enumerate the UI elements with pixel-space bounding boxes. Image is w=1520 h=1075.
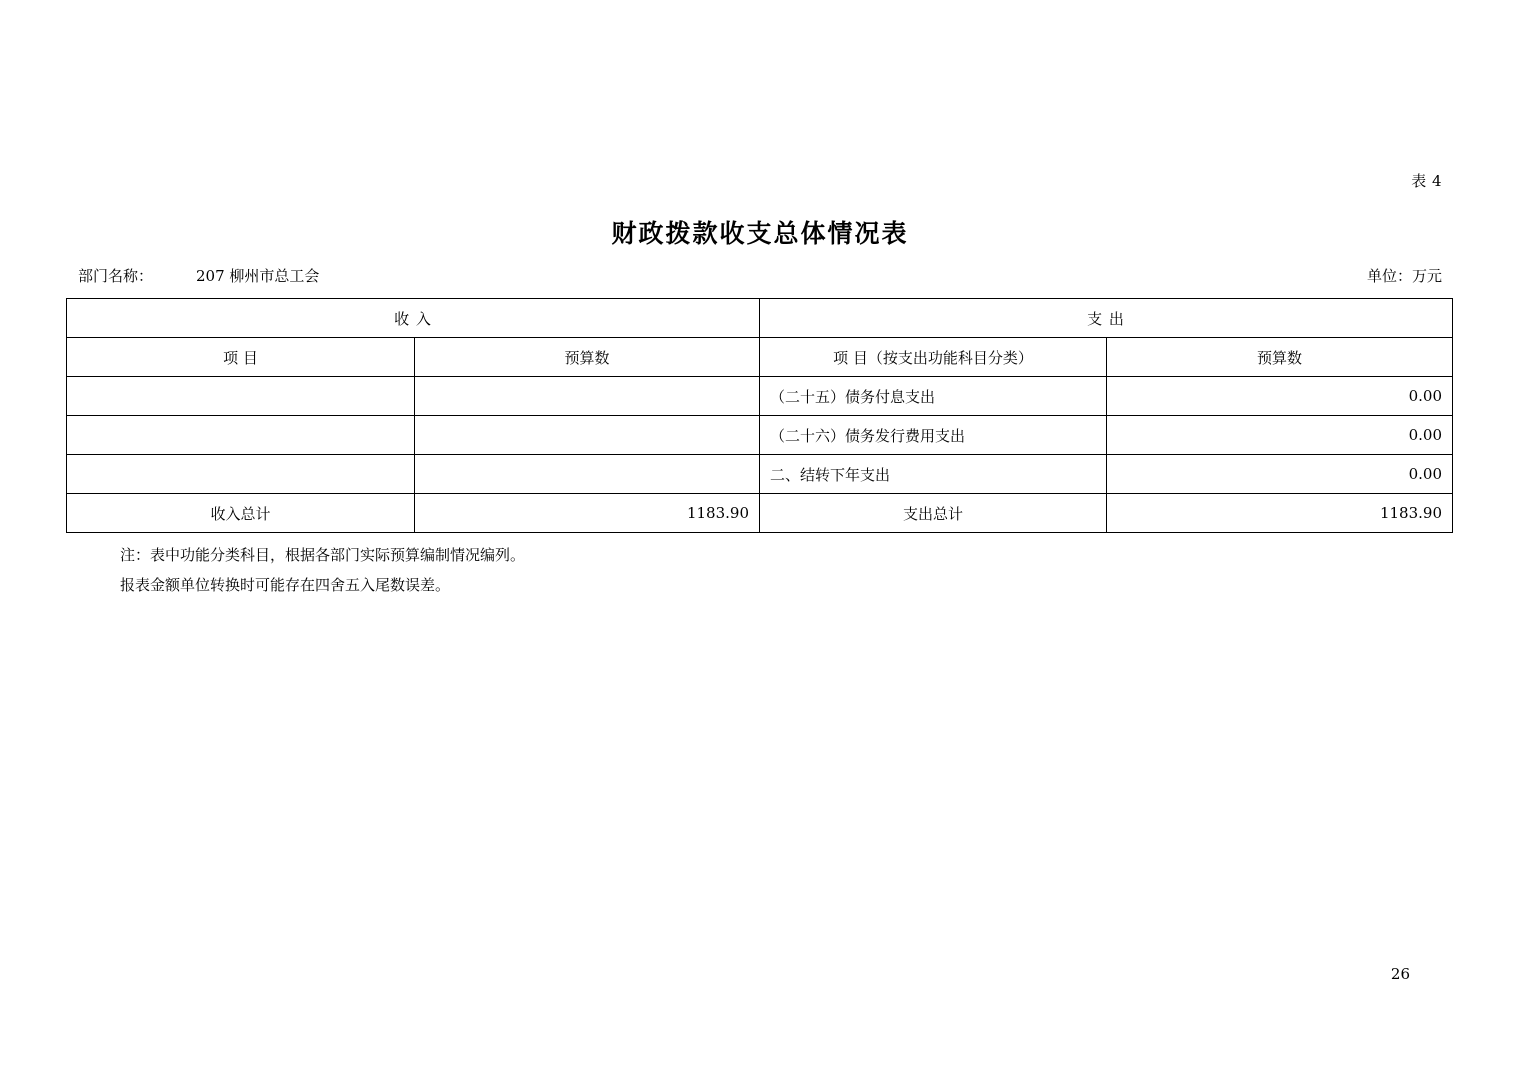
cell-expense-budget: 0.00 <box>1107 455 1453 494</box>
column-header-income-budget: 预算数 <box>415 338 760 377</box>
department-name: 207 柳州市总工会 <box>196 267 320 285</box>
cell-income-total-label: 收入总计 <box>67 494 415 533</box>
cell-expense-item: （二十六）债务发行费用支出 <box>760 416 1107 455</box>
cell-expense-item: 二、结转下年支出 <box>760 455 1107 494</box>
cell-income-total-value: 1183.90 <box>415 494 760 533</box>
table-group-header-row <box>67 299 1453 338</box>
table-row <box>67 377 1453 416</box>
cell-income-budget <box>415 455 760 494</box>
column-header-income-item: 项 目 <box>67 338 415 377</box>
cell-expense-total-label: 支出总计 <box>760 494 1107 533</box>
cell-income-budget <box>415 416 760 455</box>
page-number: 26 <box>1390 965 1410 983</box>
column-header-expense-item: 项 目（按支出功能科目分类） <box>760 338 1107 377</box>
group-header-expense: 支 出 <box>760 299 1453 338</box>
unit-label: 单位：万元 <box>1366 267 1442 285</box>
cell-income-item <box>67 416 415 455</box>
meta-row <box>78 265 1442 287</box>
cell-income-item <box>67 377 415 416</box>
page-title: 财政拨款收支总体情况表 <box>611 219 909 248</box>
cell-expense-total-value: 1183.90 <box>1107 494 1453 533</box>
table-notes <box>120 540 525 600</box>
department-label: 部门名称： <box>78 267 154 285</box>
table-total-row <box>67 494 1453 533</box>
cell-income-item <box>67 455 415 494</box>
budget-table <box>66 298 1453 533</box>
group-header-income: 收 入 <box>67 299 760 338</box>
cell-income-budget <box>415 377 760 416</box>
sheet-tag: 表 4 <box>1411 172 1442 190</box>
note-line-2: 报表金额单位转换时可能存在四舍五入尾数误差。 <box>120 576 451 594</box>
table-row <box>67 416 1453 455</box>
note-line-1: 注：表中功能分类科目，根据各部门实际预算编制情况编列。 <box>120 546 526 564</box>
table-column-header-row <box>67 338 1453 377</box>
cell-expense-budget: 0.00 <box>1107 416 1453 455</box>
cell-expense-item: （二十五）债务付息支出 <box>760 377 1107 416</box>
column-header-expense-budget: 预算数 <box>1107 338 1453 377</box>
table-row <box>67 455 1453 494</box>
cell-expense-budget: 0.00 <box>1107 377 1453 416</box>
